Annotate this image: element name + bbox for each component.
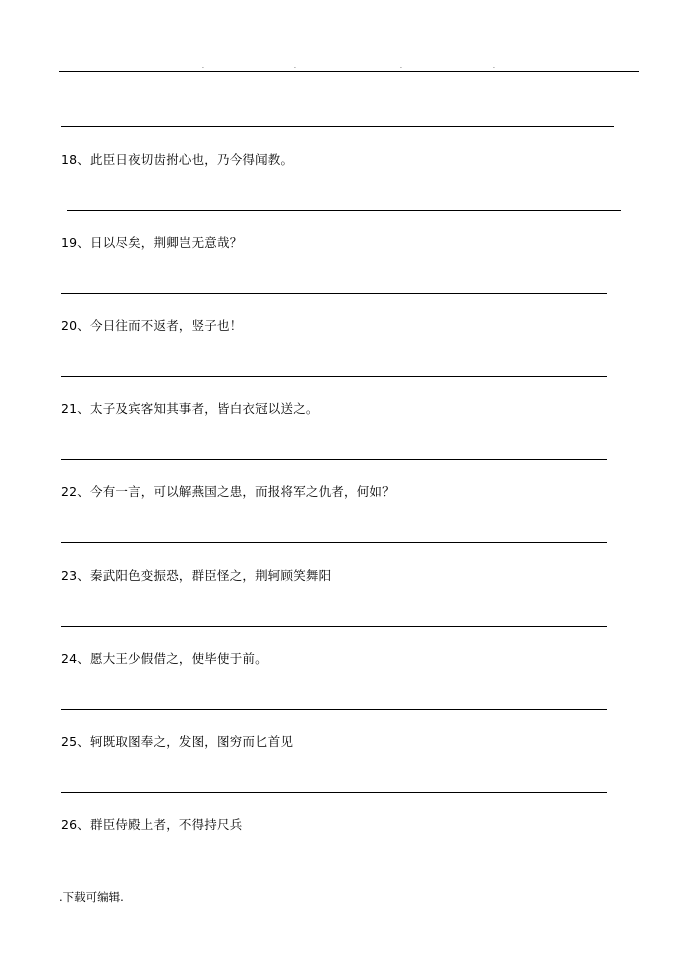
question-26: 26、群臣侍殿上者，不得持尺兵 [61, 817, 243, 832]
question-21: 21、太子及宾客知其事者，皆白衣冠以送之。 [61, 401, 319, 416]
answer-line [61, 459, 607, 460]
question-20: 20、今日往而不返者，竖子也！ [61, 318, 243, 333]
question-24: 24、愿大王少假借之，使毕使于前。 [61, 651, 268, 666]
header-dot: . [202, 63, 204, 70]
answer-line [67, 210, 621, 211]
answer-line [61, 126, 614, 127]
question-25: 25、轲既取图奉之，发图，图穷而匕首见 [61, 734, 294, 749]
answer-line [61, 376, 607, 377]
answer-line [61, 293, 607, 294]
header-dot: . [400, 63, 402, 70]
header-dot: . [493, 63, 495, 70]
answer-line [61, 792, 607, 793]
question-22: 22、今有一言，可以解燕国之患，而报将军之仇者，何如？ [61, 484, 395, 499]
question-23: 23、秦武阳色变振恐，群臣怪之，荆轲顾笑舞阳 [61, 568, 332, 583]
question-19: 19、日以尽矣，荆卿岂无意哉？ [61, 235, 243, 250]
header-rule [59, 71, 639, 72]
answer-line [61, 542, 607, 543]
header-dot: . [294, 63, 296, 70]
footer-note: .下载可编辑. [59, 890, 124, 904]
question-18: 18、此臣日夜切齿拊心也，乃今得闻教。 [61, 152, 294, 167]
answer-line [61, 709, 607, 710]
answer-line [61, 626, 607, 627]
